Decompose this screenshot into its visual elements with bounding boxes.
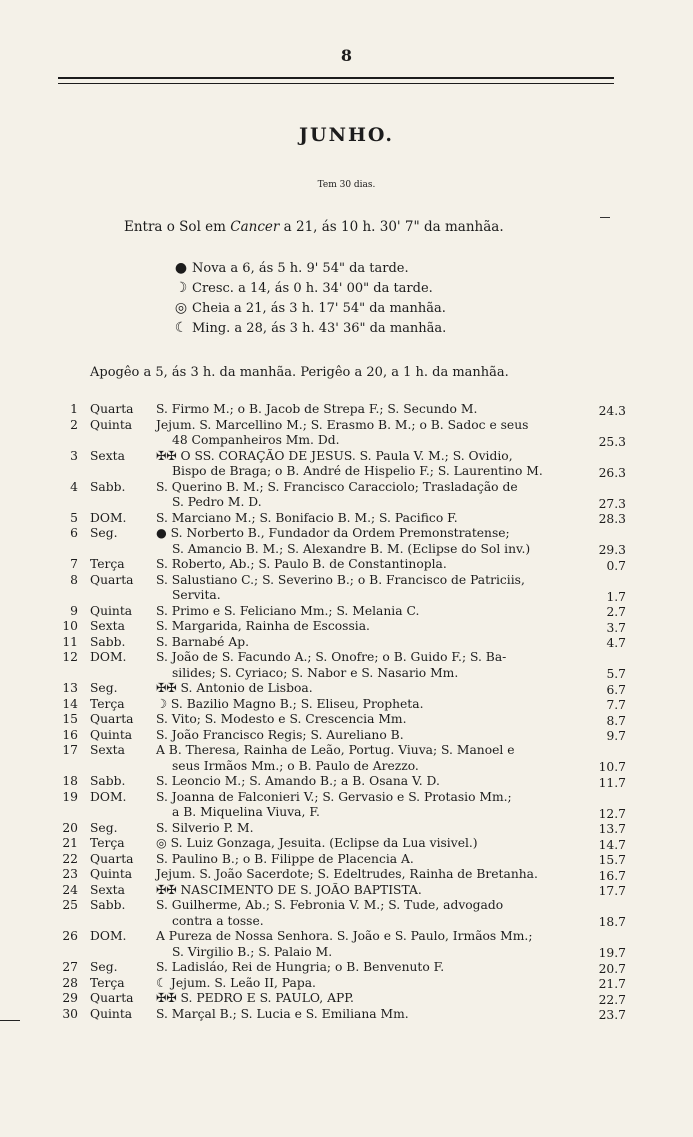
day-row: [56, 728, 626, 744]
day-row: [56, 480, 626, 511]
days-count: Tem 30 dias.: [317, 180, 376, 190]
saints-line: ✠✠ S. Antonio de Lisboa.: [156, 681, 313, 695]
day-number: 21: [62, 836, 78, 850]
saints-line: ● S. Norberto B., Fundador da Ordem Premonstratense;: [156, 526, 510, 540]
saints-line: S. Ladisláo, Rei de Hungria; o B. Benvenuto F.: [156, 960, 445, 974]
header-rule-thick: [58, 77, 614, 79]
saints-line: S. Primo e S. Feliciano Mm.; S. Melania C.: [156, 603, 420, 618]
day-number: 29: [62, 991, 78, 1005]
saints-line: S. João Francisco Regis; S. Aureliano B.: [156, 727, 404, 742]
moon-phase-text: Nova a 6, ás 5 h. 9' 54" da tarde.: [192, 261, 409, 276]
weekday: Sabb.: [90, 634, 126, 649]
day-saints: [156, 402, 556, 418]
day-saints: [156, 774, 556, 790]
moon-age: 13.7: [598, 822, 626, 836]
moon-phase-row: [170, 298, 446, 318]
day-saints: [156, 635, 556, 651]
saints-line: Servita.: [172, 588, 221, 602]
saints-line: Jejum. S. João Sacerdote; S. Edeltrudes, Rainha de Bretanha.: [156, 867, 538, 881]
day-row: [56, 650, 626, 681]
moon-age: 3.7: [606, 620, 626, 635]
weekday: Quinta: [90, 417, 133, 432]
day-number: 12: [62, 650, 78, 664]
saints-line: contra a tosse.: [172, 913, 264, 928]
moon-phase-icon: ●: [174, 260, 188, 276]
day-row: [56, 402, 626, 418]
moon-age: 12.7: [598, 806, 626, 821]
saints-line: 48 Companheiros Mm. Dd.: [172, 433, 340, 447]
moon-age: 6.7: [606, 682, 626, 697]
saints-line: ◎ S. Luiz Gonzaga, Jesuita. (Eclipse da Lua visivel.): [156, 836, 478, 850]
day-row: [56, 867, 626, 883]
day-saints: [156, 573, 556, 604]
moon-age: 19.7: [598, 946, 626, 960]
saints-line: S. Virgilio B.; S. Palaio M.: [172, 944, 333, 959]
day-number: 4: [70, 479, 78, 494]
moon-age: 5.7: [606, 667, 626, 681]
calendar-table: [56, 402, 626, 1022]
day-row: [56, 960, 626, 976]
moon-age: 28.3: [598, 512, 626, 526]
saints-line: S. Querino B. M.; S. Francisco Caracciolo; Trasladação de: [156, 479, 518, 494]
day-row: [56, 557, 626, 573]
saints-line: Bispo de Braga; o B. André de Hispelio F.; S. Laurentino M.: [172, 464, 543, 478]
moon-age: 22.7: [598, 992, 626, 1007]
day-row: [56, 743, 626, 774]
saints-line: silides; S. Cyriaco; S. Nabor e S. Nasario Mm.: [172, 665, 459, 680]
saints-line: S. Vito; S. Modesto e S. Crescencia Mm.: [156, 712, 407, 726]
moon-age: 0.7: [606, 558, 626, 573]
day-number: 18: [62, 774, 78, 788]
day-row: [56, 836, 626, 852]
saints-line: seus Irmãos Mm.; o B. Paulo de Arezzo.: [172, 758, 419, 773]
weekday: Quarta: [90, 402, 134, 416]
moon-phase-text: Cheia a 21, ás 3 h. 17' 54" da manhãa.: [192, 301, 446, 316]
day-saints: [156, 712, 556, 728]
saints-line: A B. Theresa, Rainha de Leão, Portug. Viuva; S. Manoel e: [156, 743, 515, 757]
day-number: 30: [62, 1006, 78, 1021]
moon-age: 23.7: [598, 1008, 626, 1022]
weekday: Quinta: [90, 603, 133, 618]
saints-line: ✠✠ O SS. CORAÇÃO DE JESUS. S. Paula V. M.; S. Ovidio,: [156, 448, 513, 463]
day-row: [56, 511, 626, 527]
day-number: 11: [62, 634, 78, 649]
saints-line: ☾ Jejum. S. Leão II, Papa.: [156, 975, 316, 990]
day-number: 1: [70, 402, 78, 416]
saints-line: S. Guilherme, Ab.; S. Febronia V. M.; S. Tude, advogado: [156, 898, 504, 912]
day-number: 23: [62, 867, 78, 881]
day-saints: [156, 883, 556, 899]
moon-age: 14.7: [598, 837, 626, 852]
day-saints: [156, 976, 556, 992]
day-row: [56, 852, 626, 868]
saints-line: S. Amancio B. M.; S. Alexandre B. M. (Eclipse do Sol inv.): [172, 541, 531, 556]
day-row: [56, 619, 626, 635]
day-number: 8: [70, 572, 78, 587]
moon-age: 8.7: [606, 713, 626, 728]
margin-dash: [0, 1020, 20, 1021]
weekday: Quarta: [90, 851, 134, 866]
day-saints: [156, 929, 556, 960]
day-row: [56, 449, 626, 480]
moon-phase-row: [170, 318, 446, 338]
moon-age: 25.3: [598, 434, 626, 449]
page-number: 8: [340, 46, 353, 65]
saints-line: S. Marciano M.; S. Bonifacio B. M.; S. Pacifico F.: [156, 510, 458, 525]
day-row: [56, 883, 626, 899]
day-number: 19: [62, 789, 78, 804]
saints-line: ☽ S. Bazilio Magno B.; S. Eliseu, Propheta.: [156, 696, 424, 711]
saints-line: S. Roberto, Ab.; S. Paulo B. de Constantinopla.: [156, 557, 447, 571]
moon-age: 24.3: [598, 403, 626, 418]
moon-age: 17.7: [598, 884, 626, 898]
day-number: 16: [62, 727, 78, 742]
day-row: [56, 681, 626, 697]
day-row: [56, 774, 626, 790]
day-number: 27: [62, 960, 78, 974]
day-number: 28: [62, 975, 78, 990]
moon-age: 27.3: [598, 496, 626, 511]
saints-line: S. Margarida, Rainha de Escossia.: [156, 619, 370, 633]
moon-age: 2.7: [606, 605, 626, 619]
weekday: Terça: [90, 557, 125, 571]
weekday: Quarta: [90, 991, 134, 1005]
saints-line: S. Paulino B.; o B. Filippe de Placencia A.: [156, 851, 414, 866]
saints-line: Jejum. S. Marcellino M.; S. Erasmo B. M.; o B. Sadoc e seus: [156, 417, 529, 432]
weekday: Sabb.: [90, 479, 126, 494]
day-saints: [156, 526, 556, 557]
day-saints: [156, 867, 556, 883]
moon-age: 18.7: [598, 915, 626, 929]
moon-phase-row: [170, 258, 446, 278]
day-number: 15: [62, 712, 78, 726]
day-number: 17: [62, 743, 78, 757]
moon-age: 11.7: [598, 775, 626, 790]
day-saints: [156, 852, 556, 868]
day-saints: [156, 743, 556, 774]
weekday: Sexta: [90, 448, 125, 463]
day-saints: [156, 1007, 556, 1023]
day-row: [56, 604, 626, 620]
moon-phase-icon: ◎: [174, 300, 188, 316]
day-number: 6: [70, 526, 78, 540]
moon-age: 9.7: [606, 729, 626, 743]
month-title: JUNHO.: [299, 124, 394, 146]
weekday: Sexta: [90, 743, 125, 757]
day-row: [56, 929, 626, 960]
moon-age: 7.7: [606, 698, 626, 712]
weekday: DOM.: [90, 510, 127, 525]
day-number: 5: [70, 510, 78, 525]
moon-age: 1.7: [606, 589, 626, 604]
day-number: 2: [70, 417, 78, 432]
saints-line: S. Leoncio M.; S. Amando B.; a B. Osana V. D.: [156, 774, 440, 788]
day-number: 13: [62, 681, 78, 695]
day-number: 22: [62, 851, 78, 866]
day-row: [56, 635, 626, 651]
moon-phase-row: [170, 278, 446, 298]
weekday: Seg.: [90, 681, 118, 695]
day-row: [56, 712, 626, 728]
saints-line: S. Salustiano C.; S. Severino B.; o B. Francisco de Patriciis,: [156, 572, 525, 587]
weekday: Quarta: [90, 712, 134, 726]
day-row: [56, 991, 626, 1007]
day-saints: [156, 418, 556, 449]
day-row: [56, 1007, 626, 1023]
day-row: [56, 790, 626, 821]
sun-entry: [124, 219, 504, 235]
day-saints: [156, 898, 556, 929]
day-number: 7: [70, 557, 78, 571]
saints-line: S. Pedro M. D.: [172, 495, 262, 509]
day-row: [56, 898, 626, 929]
header-rule-thin: [58, 83, 614, 84]
sun-entry-pre: Entra o Sol em: [124, 219, 226, 235]
saints-line: a B. Miquelina Viuva, F.: [172, 805, 320, 819]
moon-phase-icon: ☽: [174, 280, 188, 296]
day-number: 9: [70, 603, 78, 618]
day-saints: [156, 991, 556, 1007]
day-saints: [156, 557, 556, 573]
day-saints: [156, 790, 556, 821]
day-saints: [156, 480, 556, 511]
weekday: Quinta: [90, 1006, 133, 1021]
weekday: Sexta: [90, 619, 125, 633]
moon-phase-text: Ming. a 28, ás 3 h. 43' 36" da manhãa.: [192, 321, 447, 336]
moon-age: 15.7: [598, 853, 626, 867]
saints-line: ✠✠ S. PEDRO E S. PAULO, APP.: [156, 991, 354, 1005]
weekday: DOM.: [90, 789, 127, 804]
moon-phases: [170, 258, 446, 338]
saints-line: S. Joanna de Falconieri V.; S. Gervasio e S. Protasio Mm.;: [156, 789, 512, 804]
margin-mark: [600, 217, 610, 218]
moon-age: 4.7: [606, 636, 626, 650]
day-saints: [156, 960, 556, 976]
day-number: 26: [62, 929, 78, 943]
day-saints: [156, 681, 556, 697]
saints-line: S. João de S. Facundo A.; S. Onofre; o B. Guido F.; S. Ba-: [156, 650, 507, 664]
saints-line: S. Firmo M.; o B. Jacob de Strepa F.; S. Secundo M.: [156, 402, 478, 416]
moon-age: 26.3: [598, 465, 626, 480]
day-row: [56, 697, 626, 713]
weekday: Terça: [90, 975, 125, 990]
weekday: Quinta: [90, 727, 133, 742]
day-row: [56, 418, 626, 449]
day-row: [56, 821, 626, 837]
saints-line: S. Marçal B.; S. Lucia e S. Emiliana Mm.: [156, 1006, 409, 1021]
saints-line: S. Silverio P. M.: [156, 820, 254, 835]
day-number: 14: [62, 696, 78, 711]
day-number: 25: [62, 898, 78, 912]
moon-age: 16.7: [598, 868, 626, 883]
day-saints: [156, 697, 556, 713]
day-row: [56, 976, 626, 992]
day-number: 20: [62, 820, 78, 835]
weekday: Sexta: [90, 882, 125, 897]
sun-entry-post: a 21, ás 10 h. 30' 7" da manhãa.: [283, 219, 504, 235]
weekday: DOM.: [90, 650, 127, 664]
moon-age: 29.3: [598, 543, 626, 557]
moon-age: 21.7: [598, 977, 626, 991]
weekday: Seg.: [90, 960, 118, 974]
day-saints: [156, 836, 556, 852]
day-saints: [156, 619, 556, 635]
day-saints: [156, 821, 556, 837]
weekday: Quarta: [90, 572, 134, 587]
weekday: Terça: [90, 696, 125, 711]
saints-line: ✠✠ NASCIMENTO DE S. JOÃO BAPTISTA.: [156, 882, 422, 897]
day-number: 24: [62, 882, 78, 897]
moon-age: 20.7: [598, 961, 626, 976]
weekday: Sabb.: [90, 898, 126, 912]
moon-phase-text: Cresc. a 14, ás 0 h. 34' 00" da tarde.: [192, 281, 433, 296]
day-row: [56, 526, 626, 557]
day-row: [56, 573, 626, 604]
day-saints: [156, 511, 556, 527]
weekday: Seg.: [90, 820, 118, 835]
saints-line: S. Barnabé Ap.: [156, 634, 250, 649]
weekday: Quinta: [90, 867, 133, 881]
weekday: Terça: [90, 836, 125, 850]
moon-age: 10.7: [598, 760, 626, 774]
day-saints: [156, 728, 556, 744]
apsides-line: Apogêo a 5, ás 3 h. da manhãa. Perigêo a 20, a 1 h. da manhãa.: [90, 365, 509, 380]
day-saints: [156, 449, 556, 480]
saints-line: A Pureza de Nossa Senhora. S. João e S. Paulo, Irmãos Mm.;: [156, 929, 533, 943]
weekday: DOM.: [90, 929, 127, 943]
day-saints: [156, 604, 556, 620]
moon-phase-icon: ☾: [174, 320, 188, 336]
sun-entry-sign: Cancer: [230, 219, 280, 235]
weekday: Sabb.: [90, 774, 126, 788]
day-number: 10: [62, 619, 78, 633]
day-number: 3: [70, 448, 78, 463]
weekday: Seg.: [90, 526, 118, 540]
day-saints: [156, 650, 556, 681]
